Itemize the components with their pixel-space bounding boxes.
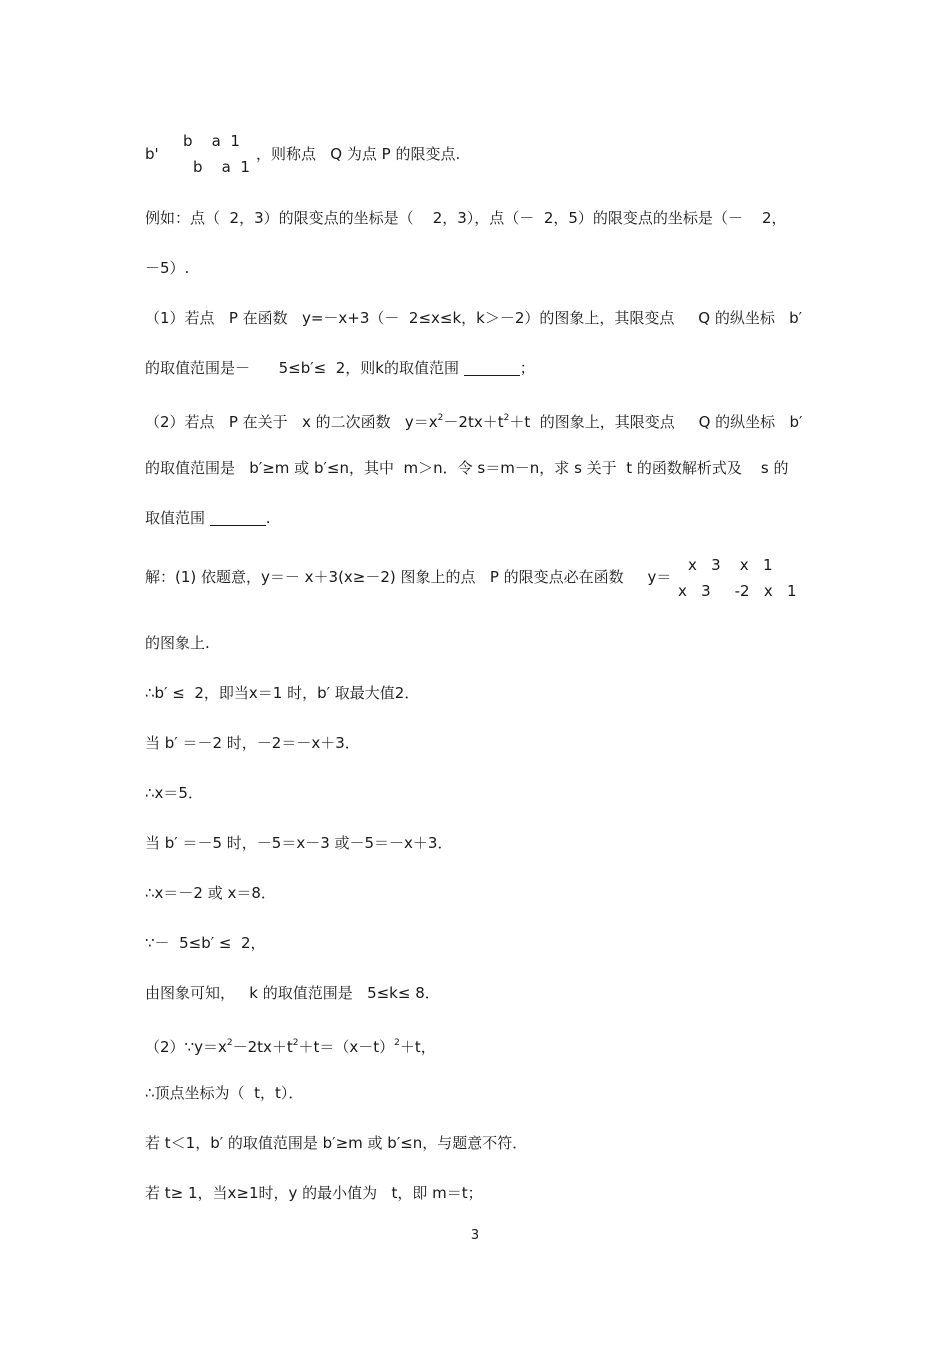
question-1-end: ； <box>519 359 535 377</box>
solution-line-5: ∴x＝5． <box>145 784 203 802</box>
solution-line-8: ∵－ 5≤b′ ≤ 2， <box>145 934 266 952</box>
question-1-text: 的取值范围是－ 5≤b′≤ 2，则k的取值范围 <box>145 359 464 377</box>
question-1-line-1: （1）若点 P 在函数 y=－x+3（－ 2≤x≤k，k＞－2）的图象上，其限变点 Q 的纵坐标 b′ <box>145 309 803 327</box>
example-line-1: 例如：点（ 2，3）的限变点的坐标是（ 2，3），点（－ 2，5）的限变点的坐标是（－ 2， <box>145 209 787 227</box>
solution-line-3: ∴b′ ≤ 2，即当x＝1 时，b′ 取最大值2． <box>145 684 420 702</box>
piecewise-top: b a 1 <box>183 132 240 150</box>
solution-line-13: 若 t≥ 1，当x≥1时，y 的最小值为 t，即 m＝t； <box>145 1184 483 1202</box>
solution-line-6: 当 b′ ＝－5 时，－5＝x－3 或－5＝－x＋3． <box>145 834 453 852</box>
b-prime-label: b' <box>145 145 159 163</box>
definition-text: ，则称点 Q 为点 P 的限变点. <box>256 145 461 163</box>
piecewise-case-1: x 3 x 1 <box>688 556 773 574</box>
page-number: 3 <box>470 1228 480 1243</box>
answer-blank-2 <box>210 511 266 526</box>
piecewise-case-2: x 3 -2 x 1 <box>678 582 797 600</box>
answer-blank-1 <box>464 361 520 376</box>
solution-line-12: 若 t＜1，b′ 的取值范围是 b′≥m 或 b′≤n，与题意不符． <box>145 1134 528 1152</box>
solution-line-7: ∴x＝－2 或 x＝8． <box>145 884 276 902</box>
question-2-line-1: （2）若点 P 在关于 x 的二次函数 $y=x^2-2tx+t^2+t$ 的图象上，其限变点 Q 的纵坐标 b′ <box>145 413 803 431</box>
example-line-2: －5）. <box>145 259 190 277</box>
question-2-line-3: 取值范围 . <box>145 509 271 527</box>
question-2-text: 取值范围 <box>145 509 210 527</box>
solution-line-10: $(2)\because y=x^2-2tx+t^2+t=(x-t)^2+t$， <box>145 1038 436 1056</box>
solution-line-9: 由图象可知， k 的取值范围是 5≤k≤ 8． <box>145 984 440 1002</box>
question-2-line-2: 的取值范围是 b′≥m 或 b′≤n，其中 m＞n．令 s＝m－n，求 s 关于 t 的函数解析式及 s 的 <box>145 459 789 477</box>
question-1-line-2 <box>145 359 535 377</box>
solution-line-4: 当 b′ ＝－2 时，－2＝－x＋3． <box>145 734 360 752</box>
solution-line-2: 的图象上. <box>145 634 210 652</box>
piecewise-bottom: b a 1 <box>193 158 250 176</box>
solution-line-1: 解：(1) 依题意，y＝－ x＋3(x≥－2) 图象上的点 P 的限变点必在函数 y＝ <box>145 568 672 586</box>
solution-line-11: ∴顶点坐标为（ t，t）． <box>145 1084 304 1102</box>
